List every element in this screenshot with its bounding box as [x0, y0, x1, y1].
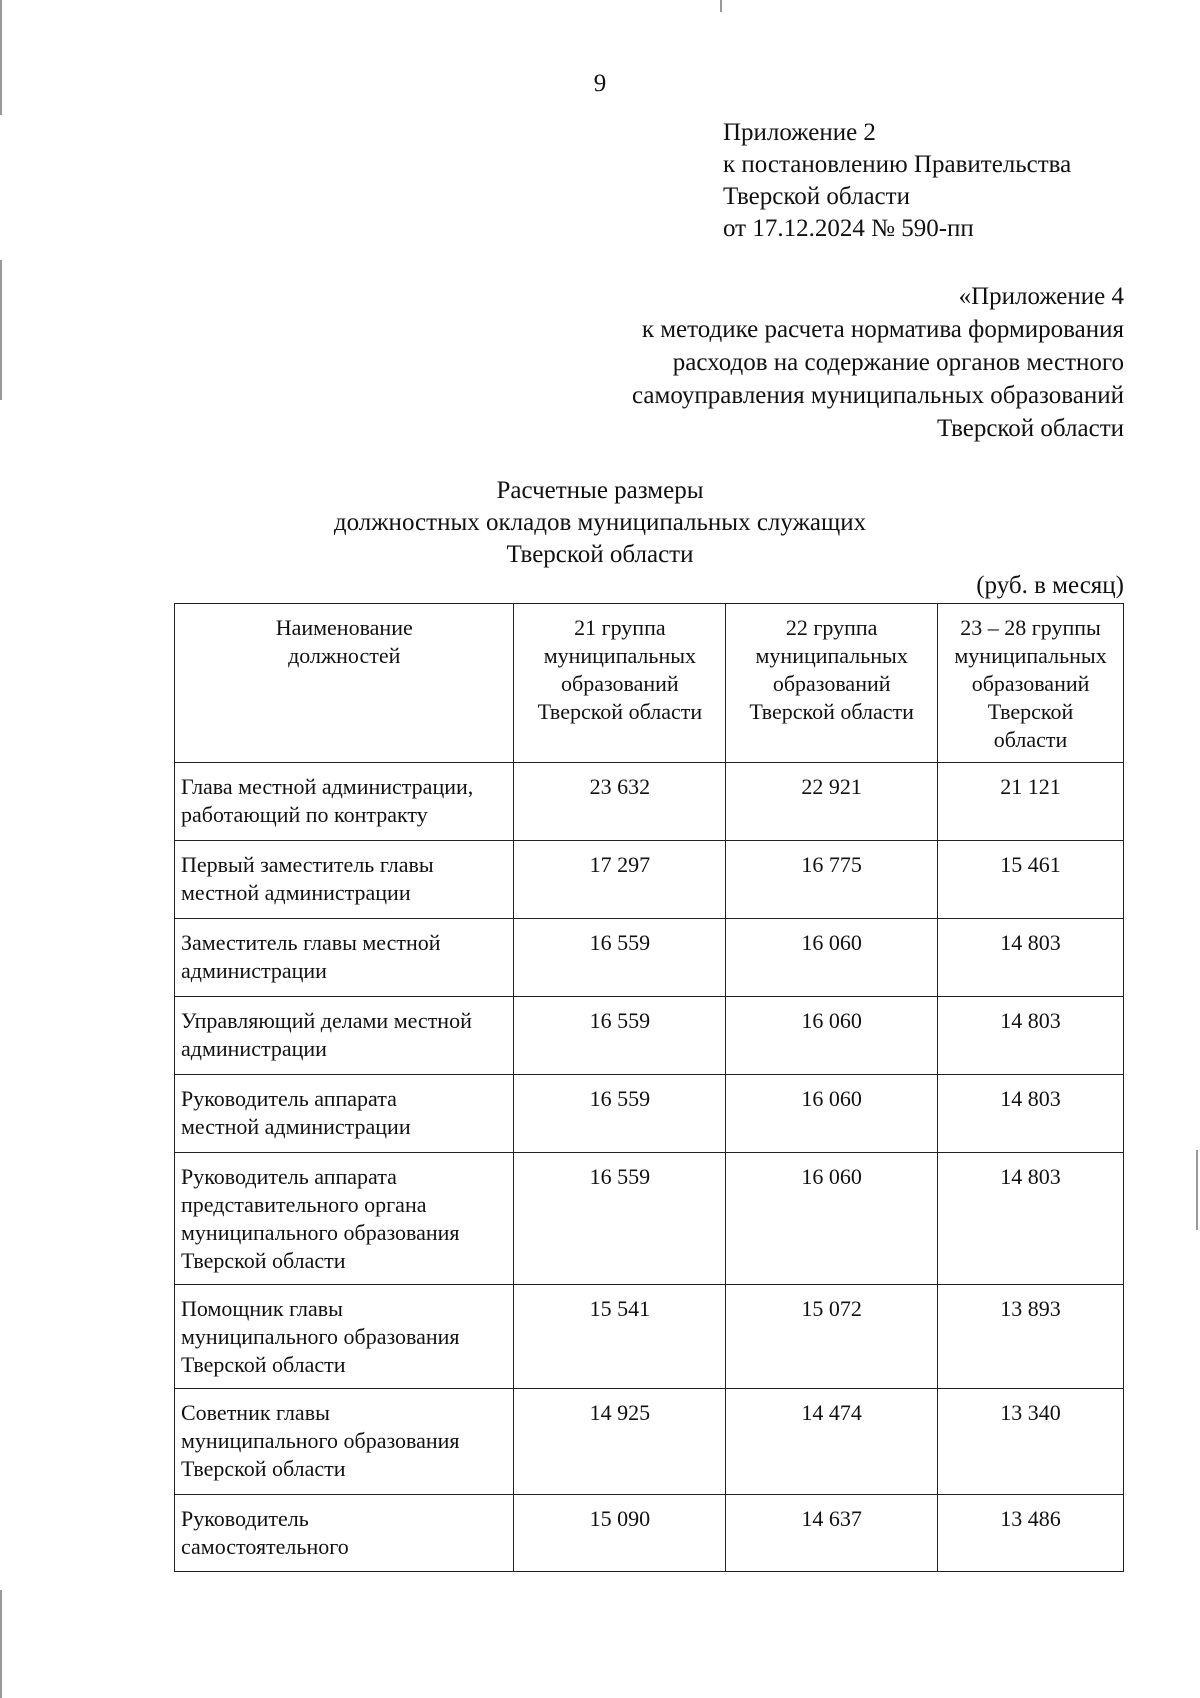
title-line: Расчетные размеры	[496, 477, 704, 504]
appendix-line: от 17.12.2024 № 590-пп	[723, 215, 974, 242]
value-cell: 15 541	[514, 1285, 726, 1389]
value-cell: 14 803	[938, 1153, 1124, 1285]
position-cell: Первый заместитель главы местной администрации	[175, 841, 514, 919]
appendix-line: Приложение 2	[723, 119, 876, 146]
position-cell: Помощник главы муниципального образования Тверской области	[175, 1285, 514, 1389]
salary-table	[174, 603, 1124, 1572]
table-row	[175, 841, 1124, 919]
methodology-line: самоуправления муниципальных образований	[632, 382, 1124, 409]
value-cell: 14 803	[938, 1075, 1124, 1153]
table-row	[175, 997, 1124, 1075]
value-cell: 13 340	[938, 1389, 1124, 1495]
position-cell: Руководитель самостоятельного	[175, 1495, 514, 1572]
position-cell: Глава местной администрации, работающий по контракту	[175, 763, 514, 841]
appendix-line: к постановлению Правительства	[723, 151, 1072, 178]
position-cell: Управляющий делами местной администрации	[175, 997, 514, 1075]
table-row	[175, 1389, 1124, 1495]
header-group-23-28: 23 – 28 группы муниципальных образований Тверской области	[938, 604, 1124, 763]
methodology-line: к методике расчета норматива формирования	[641, 316, 1124, 343]
value-cell: 22 921	[726, 763, 938, 841]
table-header-row	[175, 604, 1124, 763]
position-cell: Советник главы муниципального образования Тверской области	[175, 1389, 514, 1495]
value-cell: 13 893	[938, 1285, 1124, 1389]
value-cell: 16 559	[514, 997, 726, 1075]
appendix-reference	[723, 117, 1071, 245]
value-cell: 13 486	[938, 1495, 1124, 1572]
table-title	[0, 475, 1200, 571]
value-cell: 21 121	[938, 763, 1124, 841]
value-cell: 16 060	[726, 1153, 938, 1285]
value-cell: 16 559	[514, 1153, 726, 1285]
value-cell: 15 090	[514, 1495, 726, 1572]
scan-edge-mark	[720, 0, 722, 12]
scan-edge-mark	[1196, 1150, 1198, 1230]
value-cell: 16 559	[514, 1075, 726, 1153]
title-line: должностных окладов муниципальных служащих	[333, 509, 867, 536]
units-note: (руб. в месяц)	[976, 572, 1124, 599]
value-cell: 14 803	[938, 997, 1124, 1075]
table-row	[175, 1495, 1124, 1572]
scan-edge-mark	[0, 0, 2, 115]
scan-edge-mark	[0, 260, 2, 400]
value-cell: 14 803	[938, 919, 1124, 997]
value-cell: 16 559	[514, 919, 726, 997]
table-row	[175, 763, 1124, 841]
table-row	[175, 919, 1124, 997]
page-number: 9	[593, 70, 607, 97]
appendix-line: Тверской области	[723, 183, 910, 210]
value-cell: 23 632	[514, 763, 726, 841]
value-cell: 16 060	[726, 997, 938, 1075]
value-cell: 16 060	[726, 1075, 938, 1153]
value-cell: 17 297	[514, 841, 726, 919]
value-cell: 14 925	[514, 1389, 726, 1495]
value-cell: 15 461	[938, 841, 1124, 919]
position-cell: Руководитель аппарата представительного органа муниципального образования Тверской области	[175, 1153, 514, 1285]
table-row	[175, 1075, 1124, 1153]
header-group-22: 22 группа муниципальных образований Тверской области	[726, 604, 938, 763]
value-cell: 16 060	[726, 919, 938, 997]
title-line: Тверской области	[506, 541, 694, 568]
methodology-line: расходов на содержание органов местного	[672, 349, 1124, 376]
header-group-21: 21 группа муниципальных образований Тверской области	[514, 604, 726, 763]
value-cell: 14 474	[726, 1389, 938, 1495]
value-cell: 14 637	[726, 1495, 938, 1572]
table-row	[175, 1285, 1124, 1389]
position-cell: Руководитель аппарата местной администрации	[175, 1075, 514, 1153]
position-cell: Заместитель главы местной администрации	[175, 919, 514, 997]
scan-edge-mark	[0, 1590, 2, 1698]
value-cell: 15 072	[726, 1285, 938, 1389]
header-position: Наименование должностей	[175, 604, 514, 763]
methodology-reference	[632, 280, 1124, 445]
methodology-line: Тверской области	[937, 415, 1124, 442]
value-cell: 16 775	[726, 841, 938, 919]
methodology-line: «Приложение 4	[958, 283, 1124, 310]
table-row	[175, 1153, 1124, 1285]
